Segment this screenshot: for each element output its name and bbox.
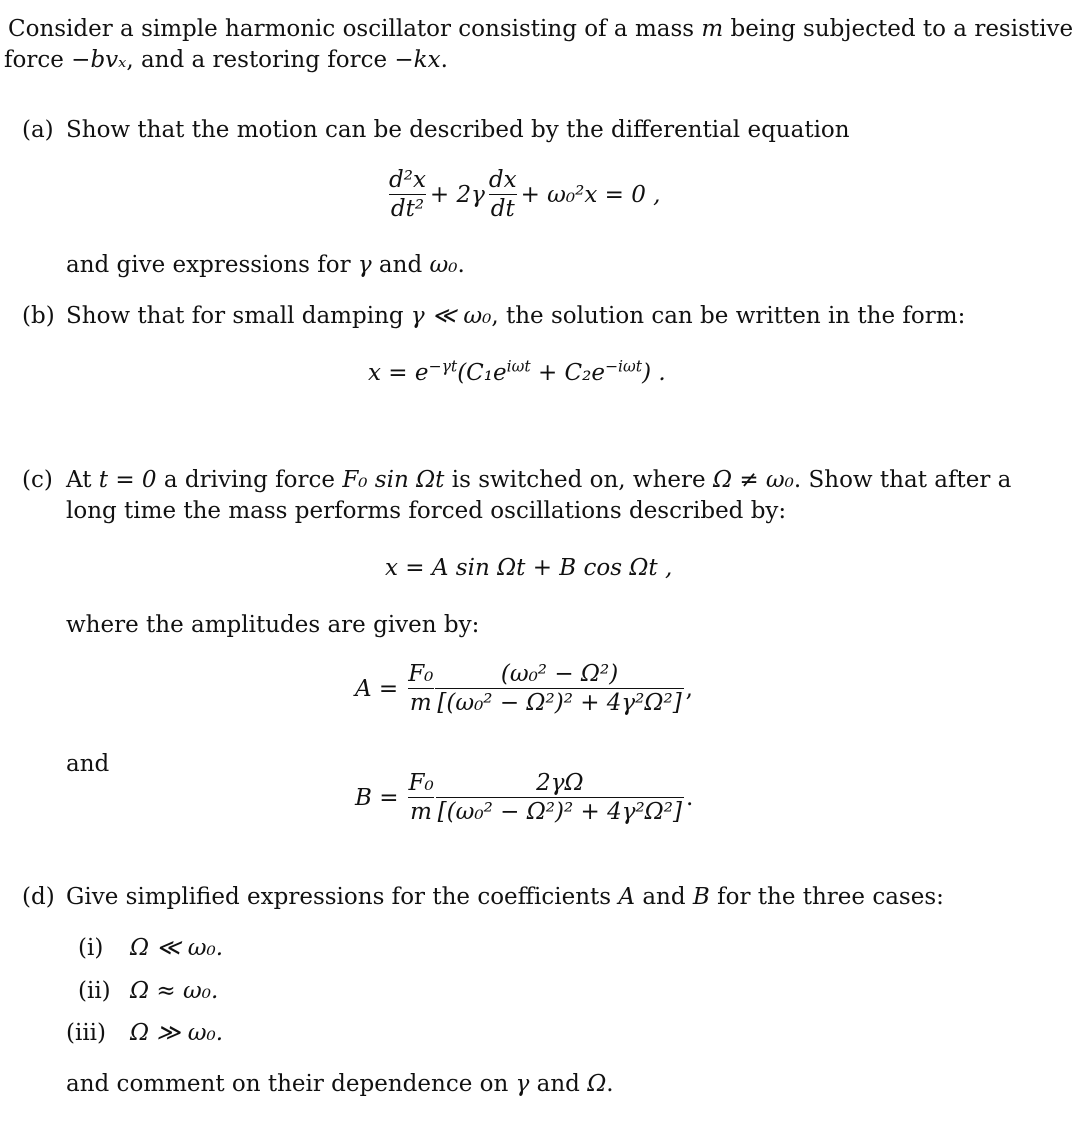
text: and comment on their dependence on	[66, 1071, 516, 1097]
d2x-dt2-fraction	[387, 168, 428, 221]
coefficient-B: B	[692, 884, 710, 910]
fraction-denominator: dt	[490, 196, 515, 223]
equation-term: x = e	[368, 360, 429, 386]
restoring-force: −kx	[394, 47, 441, 73]
text: , the solution can be written in the form:	[491, 303, 966, 329]
intro-text: Consider a simple harmonic oscillator consisting of a mass	[8, 16, 702, 42]
driving-force: F₀ sin Ωt	[342, 467, 445, 493]
exponent: −iωt	[604, 356, 643, 376]
intro-text: .	[440, 47, 448, 73]
omega-symbol: Ω	[587, 1071, 607, 1097]
time-zero: t = 0	[98, 467, 157, 493]
text: and	[371, 252, 430, 278]
equation-lhs: A =	[355, 675, 399, 702]
small-damping-condition: γ ≪ ω₀	[410, 303, 492, 329]
solution-equation	[368, 356, 666, 386]
and-text: and	[66, 751, 110, 777]
equation-term: + ω₀²x = 0 ,	[520, 181, 661, 208]
fraction-denominator: m	[409, 690, 432, 717]
A-main-fraction	[435, 662, 683, 715]
part-a-label: (a)	[22, 117, 54, 143]
case-label: (iii)	[66, 1020, 107, 1046]
case-label: (i)	[78, 935, 104, 961]
coefficient-A: A	[618, 884, 636, 910]
part-a-text: Show that the motion can be described by the differential equation	[66, 117, 850, 143]
equation-term: .	[685, 784, 694, 811]
case-expression: Ω ≫ ω₀.	[130, 1020, 224, 1046]
intro-line-2	[4, 47, 448, 73]
exponent: −γt	[428, 356, 458, 376]
mass-variable: m	[701, 16, 724, 42]
text: . Show that after a	[793, 467, 1012, 493]
F0-over-m-fraction	[406, 662, 435, 715]
equation-term: (C₁e	[457, 360, 507, 386]
fraction-numerator: (ω₀² − Ω²)	[500, 661, 619, 687]
part-d-text	[66, 884, 944, 910]
dx-dt-fraction	[487, 168, 519, 221]
case-iii	[66, 1020, 223, 1046]
intro-text: being subjected to a resistive	[723, 16, 1073, 42]
text: and	[635, 884, 693, 910]
frequency-condition: Ω ≠ ω₀	[712, 467, 794, 493]
text: a driving force	[156, 467, 343, 493]
text: .	[457, 252, 465, 278]
F0-over-m-fraction	[406, 771, 435, 824]
text: Show that for small damping	[66, 303, 411, 329]
text: and give expressions for	[66, 252, 358, 278]
exponent: iωt	[506, 356, 531, 376]
text: and	[529, 1071, 588, 1097]
case-ii	[78, 978, 218, 1004]
text: is switched on, where	[444, 467, 713, 493]
amplitude-A-equation	[355, 662, 693, 715]
part-a-followup	[66, 252, 465, 278]
text: .	[606, 1071, 614, 1097]
intro-line-1	[8, 16, 1073, 42]
part-d-label: (d)	[22, 884, 55, 910]
case-expression: Ω ≈ ω₀.	[130, 978, 219, 1004]
differential-equation	[385, 168, 661, 221]
fraction-numerator: dx	[488, 167, 517, 193]
fraction-numerator: 2γΩ	[536, 770, 584, 796]
B-main-fraction	[436, 771, 684, 824]
amplitude-B-equation	[355, 771, 693, 824]
text: At	[66, 467, 99, 493]
equation-term: ) .	[642, 360, 666, 386]
equation-term: + 2γ	[429, 181, 485, 208]
fraction-denominator: dt²	[390, 196, 425, 223]
part-c-label: (c)	[22, 467, 53, 493]
equation-term: + C₂e	[530, 360, 605, 386]
part-c-line-2: long time the mass performs forced oscillations described by:	[66, 498, 787, 524]
case-i	[78, 935, 223, 961]
gamma-symbol: γ	[357, 252, 372, 278]
intro-text: , and a restoring force	[126, 47, 395, 73]
omega0-symbol: ω₀	[429, 252, 458, 278]
equation-lhs: B =	[355, 784, 399, 811]
text: Give simplified expressions for the coefficients	[66, 884, 619, 910]
resistive-force: −bvₓ	[71, 47, 127, 73]
fraction-denominator: [(ω₀² − Ω²)² + 4γ²Ω²]	[437, 799, 682, 826]
part-c-where: where the amplitudes are given by:	[66, 612, 480, 638]
fraction-denominator: m	[410, 799, 432, 826]
fraction-numerator: F₀	[408, 661, 434, 687]
fraction-numerator: d²x	[389, 167, 426, 193]
part-c-line-1	[66, 467, 1011, 493]
fraction-numerator: F₀	[408, 770, 434, 796]
intro-text: force	[4, 47, 72, 73]
part-b-label: (b)	[22, 303, 55, 329]
forced-oscillation-equation: x = A sin Ωt + B cos Ωt ,	[385, 555, 673, 581]
fraction-denominator: [(ω₀² − Ω²)² + 4γ²Ω²]	[437, 690, 682, 717]
part-b-text	[66, 303, 965, 329]
part-d-comment	[66, 1071, 614, 1097]
gamma-symbol: γ	[515, 1071, 530, 1097]
text: for the three cases:	[709, 884, 944, 910]
case-label: (ii)	[78, 978, 111, 1004]
case-expression: Ω ≪ ω₀.	[130, 935, 224, 961]
equation-term: ,	[685, 675, 693, 702]
